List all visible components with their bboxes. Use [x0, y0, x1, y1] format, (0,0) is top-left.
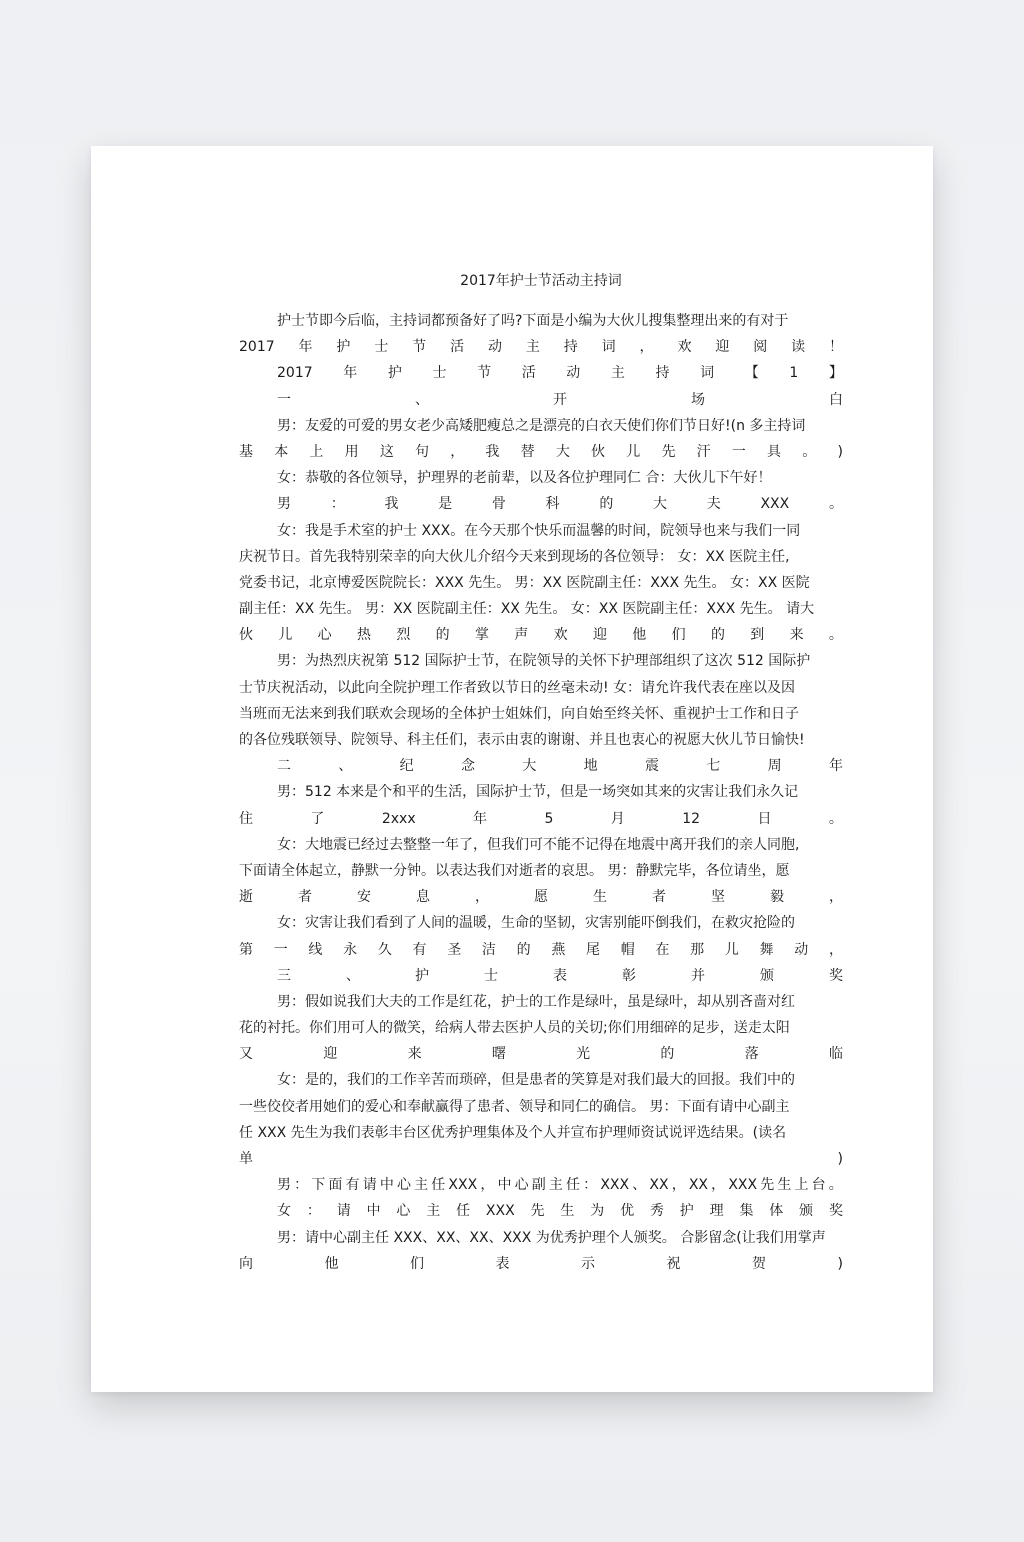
text-token: 副: [531, 1177, 546, 1194]
text-line: 任 XXX 先生为我们表彰丰台区优秀护理集体及个人并宣布护理师资试说评选结果。(读名: [239, 1124, 787, 1141]
text-token: 护: [679, 1203, 694, 1220]
text-token: 迎: [592, 627, 607, 644]
text-token: 。: [828, 496, 843, 513]
text-token: ，: [480, 1177, 495, 1194]
text-token: 先: [760, 1177, 775, 1194]
text-token: 中: [497, 1177, 512, 1194]
text-token: 2017: [239, 339, 275, 356]
text-token: 欢: [553, 627, 568, 644]
text-token: 伙: [239, 627, 253, 644]
text-token: 毅: [770, 889, 784, 906]
text-token: 中: [366, 1203, 381, 1220]
text-token: 主: [426, 1203, 441, 1220]
text-token: 来: [789, 627, 804, 644]
text-token: 5: [544, 810, 554, 827]
text-token: ): [837, 1151, 843, 1167]
text-token: ，: [671, 1177, 686, 1194]
text-line: 当班而无法来到我们联欢会现场的全体护士姐妹们，向自始至终关怀、重视护士工作和日子: [239, 705, 799, 722]
text-token: 年: [343, 365, 358, 382]
text-token: 向: [239, 1255, 253, 1272]
text-line: 男：请中心副主任 XXX、XX、XX、XXX 为优秀护理个人颁奖。 合影留念(让我们用掌声: [277, 1229, 826, 1246]
text-token: 上: [309, 443, 324, 460]
text-token: 心: [317, 627, 332, 644]
text-token: 下: [311, 1177, 326, 1194]
text-line: 女：是的，我们的工作辛苦而琐碎，但是患者的笑算是对我们最大的回报。我们中的: [277, 1072, 795, 1089]
text-token: 安: [357, 889, 371, 906]
text-token: 科: [545, 496, 560, 513]
text-token: 活: [450, 339, 465, 356]
text-token: 主: [548, 1177, 563, 1194]
text-token: 大: [522, 758, 537, 775]
text-token: 。: [828, 627, 843, 644]
text-token: 、: [632, 1177, 647, 1194]
text-token: 我: [485, 443, 500, 460]
text-token: 节: [412, 339, 427, 356]
text-token: 坚: [711, 889, 725, 906]
text-token: ): [837, 1255, 843, 1272]
text-token: 住: [239, 810, 253, 827]
text-token: 护: [415, 967, 429, 984]
text-token: 帽: [620, 941, 635, 958]
text-token: 秀: [649, 1203, 664, 1220]
text-token: 尾: [586, 941, 601, 958]
text-token: 欢: [677, 339, 692, 356]
text-token: 到: [750, 627, 765, 644]
text-token: 的: [435, 627, 450, 644]
text-token: 请: [362, 1177, 377, 1194]
text-token: 优: [620, 1203, 635, 1220]
text-token: 掌: [474, 627, 489, 644]
text-token: 来: [407, 1046, 422, 1063]
text-token: 久: [377, 941, 392, 958]
text-token: 先: [661, 443, 676, 460]
text-line: [239, 963, 843, 989]
text-token: 心: [514, 1177, 529, 1194]
text-token: ：: [330, 496, 345, 513]
text-line: 党委书记，北京博爱医院院长：XXX 先生。 男：XX 医院副主任：XXX 先生。 女：XX 医院: [239, 574, 810, 591]
text-token: 读: [791, 339, 806, 356]
text-token: 体: [769, 1203, 784, 1220]
text-token: 主: [525, 339, 540, 356]
text-token: ，: [450, 443, 465, 460]
text-token: 二: [277, 758, 291, 775]
text-token: 者: [298, 889, 312, 906]
text-token: 的: [660, 1046, 675, 1063]
text-token: 阅: [753, 339, 768, 356]
text-line: [239, 360, 843, 386]
text-token: 逝: [239, 889, 253, 906]
text-token: 圣: [447, 941, 462, 958]
text-token: 的: [599, 496, 614, 513]
text-token: 心: [396, 1177, 411, 1194]
text-token: 开: [553, 391, 567, 408]
text-token: 年: [828, 758, 843, 775]
text-token: 落: [744, 1046, 759, 1063]
text-token: 这: [379, 443, 394, 460]
text-token: 夫: [706, 496, 721, 513]
text-line: 男：为热烈庆祝第 512 国际护士节，在院领导的关怀下护理部组织了这次 512 国际护: [277, 653, 811, 670]
document-page: [91, 146, 933, 1392]
text-token: 词: [601, 339, 616, 356]
text-token: 声: [514, 627, 529, 644]
text-token: 彰: [622, 967, 636, 984]
text-line: 女：灾害让我们看到了人间的温暖，生命的坚韧，灾害别能吓倒我们，在救灾抢险的: [277, 915, 795, 932]
text-token: 12: [682, 810, 701, 827]
text-token: 持: [563, 339, 578, 356]
text-line: 女：恭敬的各位领导，护理界的老前辈，以及各位护理同仁 合：大伙儿下午好！: [277, 470, 772, 487]
text-token: 。: [802, 443, 817, 460]
text-token: 们: [671, 627, 686, 644]
text-line: [239, 884, 843, 910]
text-token: 一: [277, 391, 291, 408]
text-token: 儿: [278, 627, 293, 644]
text-token: 在: [655, 941, 670, 958]
text-token: 七: [706, 758, 721, 775]
text-token: 请: [336, 1203, 351, 1220]
text-line: 庆祝节日。首先我特别荣幸的向大伙儿介绍今天来到现场的各位领导： 女：XX 医院主任,: [239, 548, 790, 565]
text-token: 并: [691, 967, 705, 984]
text-token: 一: [273, 941, 288, 958]
text-token: 大: [653, 496, 668, 513]
text-token: 替: [520, 443, 535, 460]
text-token: 理: [709, 1203, 724, 1220]
text-token: 动: [566, 365, 581, 382]
text-token: 汗: [696, 443, 711, 460]
text-token: 者: [652, 889, 666, 906]
text-token: 伙: [591, 443, 606, 460]
text-line: 女：我是手术室的护士 XXX。在今天那个快乐而温馨的时间，院领导也来与我们一同: [277, 522, 801, 539]
text-token: 用: [344, 443, 359, 460]
text-token: 持: [655, 365, 670, 382]
text-token: 日: [757, 810, 772, 827]
text-token: 了: [310, 810, 325, 827]
text-line: [239, 806, 843, 832]
text-line: 副主任：XX 先生。 男：XX 医院副主任：XX 先生。 女：XX 医院副主任：XXX 先生。 请大: [239, 601, 815, 618]
text-token: 任: [456, 1203, 471, 1220]
text-token: XXX: [600, 1177, 630, 1194]
text-token: 又: [239, 1046, 253, 1063]
text-token: XXX: [760, 496, 790, 513]
text-token: 生: [560, 1203, 575, 1220]
text-token: 白: [829, 391, 843, 408]
text-token: 主: [414, 1177, 429, 1194]
text-token: ，: [828, 941, 843, 958]
text-token: 震: [644, 758, 659, 775]
text-token: 迎: [323, 1046, 338, 1063]
text-token: 面: [328, 1177, 343, 1194]
text-token: ：: [306, 1203, 321, 1220]
text-token: 词: [700, 365, 715, 382]
text-token: 曙: [491, 1046, 506, 1063]
text-token: 示: [581, 1255, 595, 1272]
text-line: 男：假如说我们大夫的工作是红花，护士的工作是绿叶，虽是绿叶，却从别吝啬对红: [277, 993, 795, 1010]
text-token: 临: [828, 1046, 843, 1063]
text-line: 士节庆祝活动，以此向全院护理工作者致以节日的丝毫未动! 女：请允许我代表在座以及因: [239, 679, 796, 696]
document-title: 2017年护士节活动主持词: [460, 273, 622, 289]
text-line: 女：大地震已经过去整整一年了，但我们可不能不记得在地震中离开我们的亲人同胞,: [277, 836, 800, 853]
text-token: 本: [274, 443, 289, 460]
text-token: ，: [639, 339, 654, 356]
text-token: 念: [460, 758, 475, 775]
text-token: 他: [324, 1255, 339, 1272]
text-token: 、: [415, 391, 429, 408]
text-line: [239, 1146, 843, 1172]
text-token: 燕: [551, 941, 566, 958]
text-token: 的: [516, 941, 531, 958]
text-token: 1: [789, 365, 799, 382]
text-token: 士: [484, 967, 498, 984]
text-token: ，: [829, 889, 843, 906]
text-token: 生: [777, 1177, 792, 1194]
text-token: 烈: [396, 627, 411, 644]
text-token: 愿: [534, 889, 548, 906]
text-token: 句: [415, 443, 430, 460]
text-token: XXX: [448, 1177, 478, 1194]
text-token: 贺: [752, 1255, 766, 1272]
text-token: 是: [438, 496, 453, 513]
text-token: XXX: [485, 1203, 515, 1220]
text-line: 护士节即今后临，主持词都预备好了吗?下面是小编为大伙儿搜集整理出来的有对于: [277, 313, 789, 329]
text-token: 女: [277, 1203, 291, 1220]
text-token: XXX: [728, 1177, 758, 1194]
text-token: 周: [767, 758, 782, 775]
text-token: 男: [277, 496, 291, 513]
text-token: 舞: [759, 941, 774, 958]
text-token: 迎: [715, 339, 730, 356]
document-content: [239, 268, 843, 1277]
text-token: ，: [475, 889, 489, 906]
text-token: 颁: [799, 1203, 814, 1220]
text-token: 主: [610, 365, 625, 382]
text-token: 三: [277, 967, 291, 984]
text-token: ：: [294, 1177, 309, 1194]
text-token: 男: [277, 1177, 291, 1194]
text-token: 儿: [724, 941, 739, 958]
text-token: 生: [593, 889, 607, 906]
text-token: ！: [829, 339, 843, 356]
text-token: 动: [794, 941, 809, 958]
text-token: 】: [828, 365, 843, 382]
text-line: 一些佼佼者用她们的爱心和奉献赢得了患者、领导和同仁的确信。 男：下面有请中心副主: [239, 1098, 790, 1115]
text-token: 表: [495, 1255, 510, 1272]
text-token: 祝: [666, 1255, 681, 1272]
text-token: 节: [477, 365, 492, 382]
text-token: 线: [308, 941, 323, 958]
text-token: 们: [410, 1255, 424, 1272]
text-token: 动: [487, 339, 502, 356]
text-token: ：: [583, 1177, 598, 1194]
text-token: 骨: [491, 496, 506, 513]
text-token: 有: [345, 1177, 360, 1194]
text-token: ): [837, 443, 843, 460]
text-token: 光: [576, 1046, 591, 1063]
text-token: 护: [336, 339, 351, 356]
text-token: 集: [739, 1203, 754, 1220]
text-token: 先: [530, 1203, 545, 1220]
text-line: [239, 491, 843, 517]
text-line: 花的衬托。你们用可人的微笑，给病人带去医护人员的关切;你们用细碎的足步，送走太阳: [239, 1020, 790, 1037]
text-token: XX: [649, 1177, 669, 1194]
text-token: 任: [566, 1177, 581, 1194]
text-token: 息: [416, 889, 430, 906]
text-token: 地: [583, 758, 598, 775]
text-line: [239, 937, 843, 963]
text-line: [239, 439, 843, 465]
text-token: 奖: [828, 1203, 843, 1220]
text-line: 的各位残联领导、院领导、科主任们，表示由衷的谢谢、并且也衷心的祝愿大伙儿节日愉快!: [239, 732, 805, 748]
text-token: 。: [828, 810, 843, 827]
text-token: ，: [711, 1177, 726, 1194]
text-token: 2017: [277, 365, 313, 382]
text-line: [239, 622, 843, 648]
text-token: 的: [710, 627, 725, 644]
text-token: 活: [521, 365, 536, 382]
text-token: 年: [473, 810, 488, 827]
text-token: 为: [590, 1203, 605, 1220]
text-token: 任: [431, 1177, 446, 1194]
text-token: 纪: [399, 758, 414, 775]
text-token: 、: [346, 967, 360, 984]
text-token: 、: [338, 758, 353, 775]
text-line: [239, 753, 843, 779]
text-token: 。: [828, 1177, 843, 1194]
text-token: 基: [239, 443, 253, 460]
text-token: XX: [688, 1177, 709, 1194]
text-token: 单: [239, 1151, 253, 1167]
document-body: [239, 308, 843, 1277]
text-token: 有: [412, 941, 427, 958]
text-token: 洁: [481, 941, 496, 958]
text-line: 男：友爱的可爱的男女老少高矮肥瘦总之是漂亮的白衣天使们你们节日好!(n 多主持词: [277, 417, 806, 434]
text-token: 一: [731, 443, 746, 460]
text-line: [239, 387, 843, 413]
text-token: 热: [356, 627, 371, 644]
text-token: 中: [379, 1177, 394, 1194]
text-token: 奖: [829, 967, 843, 984]
text-token: 第: [239, 941, 253, 958]
text-token: 大: [555, 443, 570, 460]
text-line: [239, 1198, 843, 1224]
text-token: 【: [744, 365, 759, 382]
text-token: 儿: [626, 443, 641, 460]
text-token: 上: [794, 1177, 809, 1194]
text-token: 心: [396, 1203, 411, 1220]
text-token: 那: [690, 941, 705, 958]
text-line: [239, 1251, 843, 1277]
text-line: 男：512 本来是个和平的生活，国际护士节，但是一场突如其来的灾害让我们永久记: [277, 784, 799, 801]
text-token: 2xxx: [381, 810, 416, 827]
text-token: 他: [632, 627, 647, 644]
text-token: 士: [432, 365, 447, 382]
text-token: 士: [374, 339, 389, 356]
text-token: 年: [298, 339, 313, 356]
text-line: [239, 1041, 843, 1067]
text-token: 永: [343, 941, 358, 958]
text-line: 下面请全体起立，静默一分钟。以表达我们对逝者的哀思。 男：静默完毕，各位请坐，愿: [239, 862, 790, 879]
text-token: 我: [384, 496, 399, 513]
text-token: 颁: [760, 967, 774, 984]
text-token: 具: [767, 443, 782, 460]
text-token: 月: [610, 810, 625, 827]
text-token: 护: [387, 365, 402, 382]
text-line: [239, 334, 843, 360]
text-token: 表: [553, 967, 567, 984]
text-token: 台: [811, 1177, 826, 1194]
text-line: [239, 1172, 843, 1198]
text-token: 场: [691, 391, 705, 408]
